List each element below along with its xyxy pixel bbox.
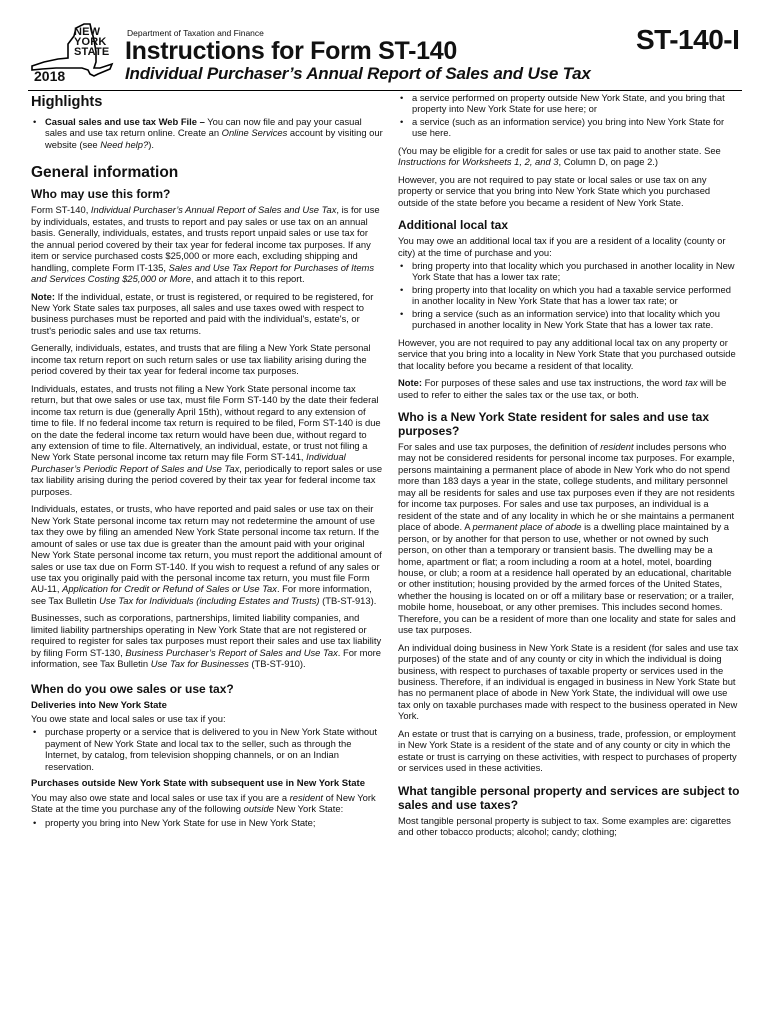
paragraph: An individual doing business in New York State is a resident (for sales and use tax purposes) of the state and of any county or city in which the individual is doing business, with respect to purchases of taxable property or services used in the business. Therefore, if an individual is engaged in business in New York State but has no permanent place of abode in New York State, the individual will owe use tax only on taxable purchases made with respect to the business operated in New York.	[398, 641, 739, 722]
tangible-property-heading: What tangible personal property and services are subject to sales and use taxes?	[398, 783, 740, 812]
paragraph: However, you are not required to pay state or local sales or use tax on any property or service that you bring into New York State which you purchased outside of the state before you became a resident of New York State.	[398, 173, 711, 208]
paragraph: You may owe an additional local tax if you are a resident of a locality (county or city) at the time of purchase and you:	[398, 235, 726, 258]
note-paragraph: Note: For purposes of these sales and use tax instructions, the word tax will be used to refer to either the sales tax or the use tax, or both.	[398, 377, 727, 400]
additional-local-tax-list	[398, 260, 740, 331]
paragraph: Individuals, estates, or trusts, who have reported and paid sales or use tax on their New York State personal income tax return may not redetermine the amount of use tax they owe by filing an amended New York State personal income tax return. If the amount of sales or use tax due is greater than the amount paid with your original New York State personal income tax return, you must report the additional amount of sales or use tax due on Form ST-140. If you wish to request a refund of any sales or use tax you originally paid with the personal income tax return, you must file Form AU-11, Application for Credit or Refund of Sales or Use Tax. For more information, see Tax Bulletin Use Tax for Individuals (including Estates and Trusts) (TB-ST-913).	[31, 503, 382, 606]
highlights-heading: Highlights	[31, 94, 103, 110]
tax-year: 2018	[34, 68, 66, 84]
page-subtitle: Individual Purchaser’s Annual Report of Sales and Use Tax	[125, 64, 591, 83]
paragraph: You may also owe state and local sales or use tax if you are a resident of New York State at the time you purchase any of the following outside New York State:	[31, 791, 376, 815]
general-information-heading: General information	[31, 164, 179, 182]
note-paragraph: Note: If the individual, estate, or trust is registered, or required to be registered, for New York State sales tax purposes, all sales and use taxes owed with respect to business purchases must be reported and paid with the individual's, estate's, or trust's periodic sales and use tax returns.	[31, 290, 374, 336]
additional-local-tax-heading: Additional local tax	[398, 218, 509, 233]
paragraph: An estate or trust that is carrying on a business, trade, profession, or employment in New York State is a resident of the state and of any county or city in which the estate or trust is carrying on these activities, with respect to purchases of property or services used in these activities.	[398, 727, 737, 774]
paragraph: You owe state and local sales or use tax if you:	[31, 712, 226, 724]
who-may-use-heading: Who may use this form?	[31, 187, 171, 202]
paragraph: However, you are not required to pay any additional local tax on any property or service that you bring into a locality in New York State that you purchased outside that locality before you became a resident of that locality.	[398, 336, 736, 371]
list-item: • bring a service (such as an information service) into that locality which you purchased in another locality in New York State that has a lower tax rate.	[398, 308, 740, 331]
paragraph: Form ST-140, Individual Purchaser’s Annual Report of Sales and Use Tax, is for use by individuals, estates, and trusts to report and pay sales or use tax on an annual basis. Generally, individuals, estates, and trusts report unpaid sales or use tax for the annual period covered by their tax year for federal income tax purposes. If any item or service purchased costs $25,000 or more each, excluding shipping and handling, complete Form IT-135, Sales and Use Tax Report for Purchases of Items and Services Costing $25,000 or More, and attach it to this report.	[31, 204, 380, 285]
paragraph: Individuals, estates, and trusts not filing a New York State personal income tax return, but that owe sales or use tax, must file Form ST-140 by the date their federal income tax return is due (generally April 15th), without regard to any extension of time to file. If no federal income tax return is required to be filed, Form ST-140 is due on the date the federal income tax return would have been due, without regard to any extension of time to file. Alternatively, an individual, estate, or trust not filing a New York State personal income tax return may file Form ST-141, Individual Purchaser’s Periodic Report of Sales and Use Tax, periodically to report sales or use tax liability arising during the period covered by their tax year for federal income tax purposes.	[31, 382, 383, 497]
header-divider	[28, 90, 742, 91]
list-item: • a service performed on property outside New York State, and you bring that property into New York State for use here; or	[398, 92, 740, 115]
deliveries-subheading: Deliveries into New York State	[31, 699, 167, 711]
highlights-list	[31, 116, 383, 150]
form-header	[0, 0, 770, 92]
logo-state-text: NEW YORK STATE	[74, 26, 110, 58]
purchases-subheading: Purchases outside New York State with subsequent use in New York State	[31, 778, 366, 790]
deliveries-list	[31, 726, 383, 772]
list-item: • a service (such as an information service) you bring into New York State for use here.	[398, 116, 740, 139]
paragraph: Businesses, such as corporations, partnerships, limited liability companies, and limited liability partnerships operating in New York State that are not registered or required to register for sales tax purposes must report their sales and use tax liability by filing Form ST-130, Business Purchaser’s Report of Sales and Use Tax. For more information, see Tax Bulletin Use Tax for Businesses (TB-ST-910).	[31, 612, 382, 670]
page-title: Instructions for Form ST-140	[125, 37, 457, 65]
left-column	[31, 92, 383, 834]
paragraph: (You may be eligible for a credit for sales or use tax paid to another state. See Instructions for Worksheets 1, 2, and 3, Column D, on page 2.)	[398, 144, 721, 168]
list-item: • purchase property or a service that is delivered to you in New York State without payment of New York State and local tax to the seller, such as through the Internet, by catalog, from television shopping channels, or on an Indian reservation.	[31, 726, 383, 772]
list-item: • bring property into that locality which you purchased in another locality in New York State that has a lower tax rate;	[398, 260, 740, 283]
purchases-list	[31, 817, 383, 828]
list-item: • bring property into that locality on which you had a taxable service performed in another locality in New York State that has a lower tax rate; or	[398, 284, 740, 307]
department-name: Department of Taxation and Finance	[127, 28, 264, 38]
paragraph: Most tangible personal property is subject to tax. Some examples are: cigarettes and other tobacco products; alcohol; candy; clothing;	[398, 814, 731, 838]
form-number: ST-140-I	[636, 24, 740, 55]
list-item: • Casual sales and use tax Web File – You can now file and pay your casual sales and use tax return online. Create an Online Services account by visiting our website (see Need help?).	[31, 116, 383, 150]
purchases-list-continued	[398, 92, 740, 139]
nys-logo	[28, 22, 120, 88]
paragraph: For sales and use tax purposes, the definition of resident includes persons who may not be considered residents for personal income tax purposes. For example, persons maintaining a permanent place of abode in New York who do not spend more than 183 days a year in the state, college students, and military personnel may all be residents for sales and use tax purposes even if they are not residents for income tax purposes. For sales and use tax purposes, an individual is a resident of the state and of any locality in which he or she maintains a permanent place of abode. A permanent place of abode is a dwelling place maintained by a person, or by another for that person to use, whether or not owned by such person, on other than a temporary or transient basis. The dwelling may be a home, apartment or flat; a room including a room at a hotel, motel, boarding house, or club; a room at a residence hall operated by an educational, charitable or other institution; housing provided by the armed forces of the United States, whether the housing is located on or off a military base or reservation; or a trailer, mobile home, houseboat, or any other premises. This includes second homes. Therefore, you can be a resident of more than one locality and state for sales and use tax purposes.	[398, 440, 736, 636]
list-item: • property you bring into New York State for use in New York State;	[31, 817, 383, 828]
resident-heading: Who is a New York State resident for sales and use tax purposes?	[398, 409, 709, 438]
right-column	[398, 92, 740, 844]
when-owe-heading: When do you owe sales or use tax?	[31, 681, 234, 696]
paragraph: Generally, individuals, estates, and trusts that are filing a New York State personal income tax return report on such return sales or use tax liability arising during the period covered by their tax year for federal income tax purposes.	[31, 342, 371, 377]
